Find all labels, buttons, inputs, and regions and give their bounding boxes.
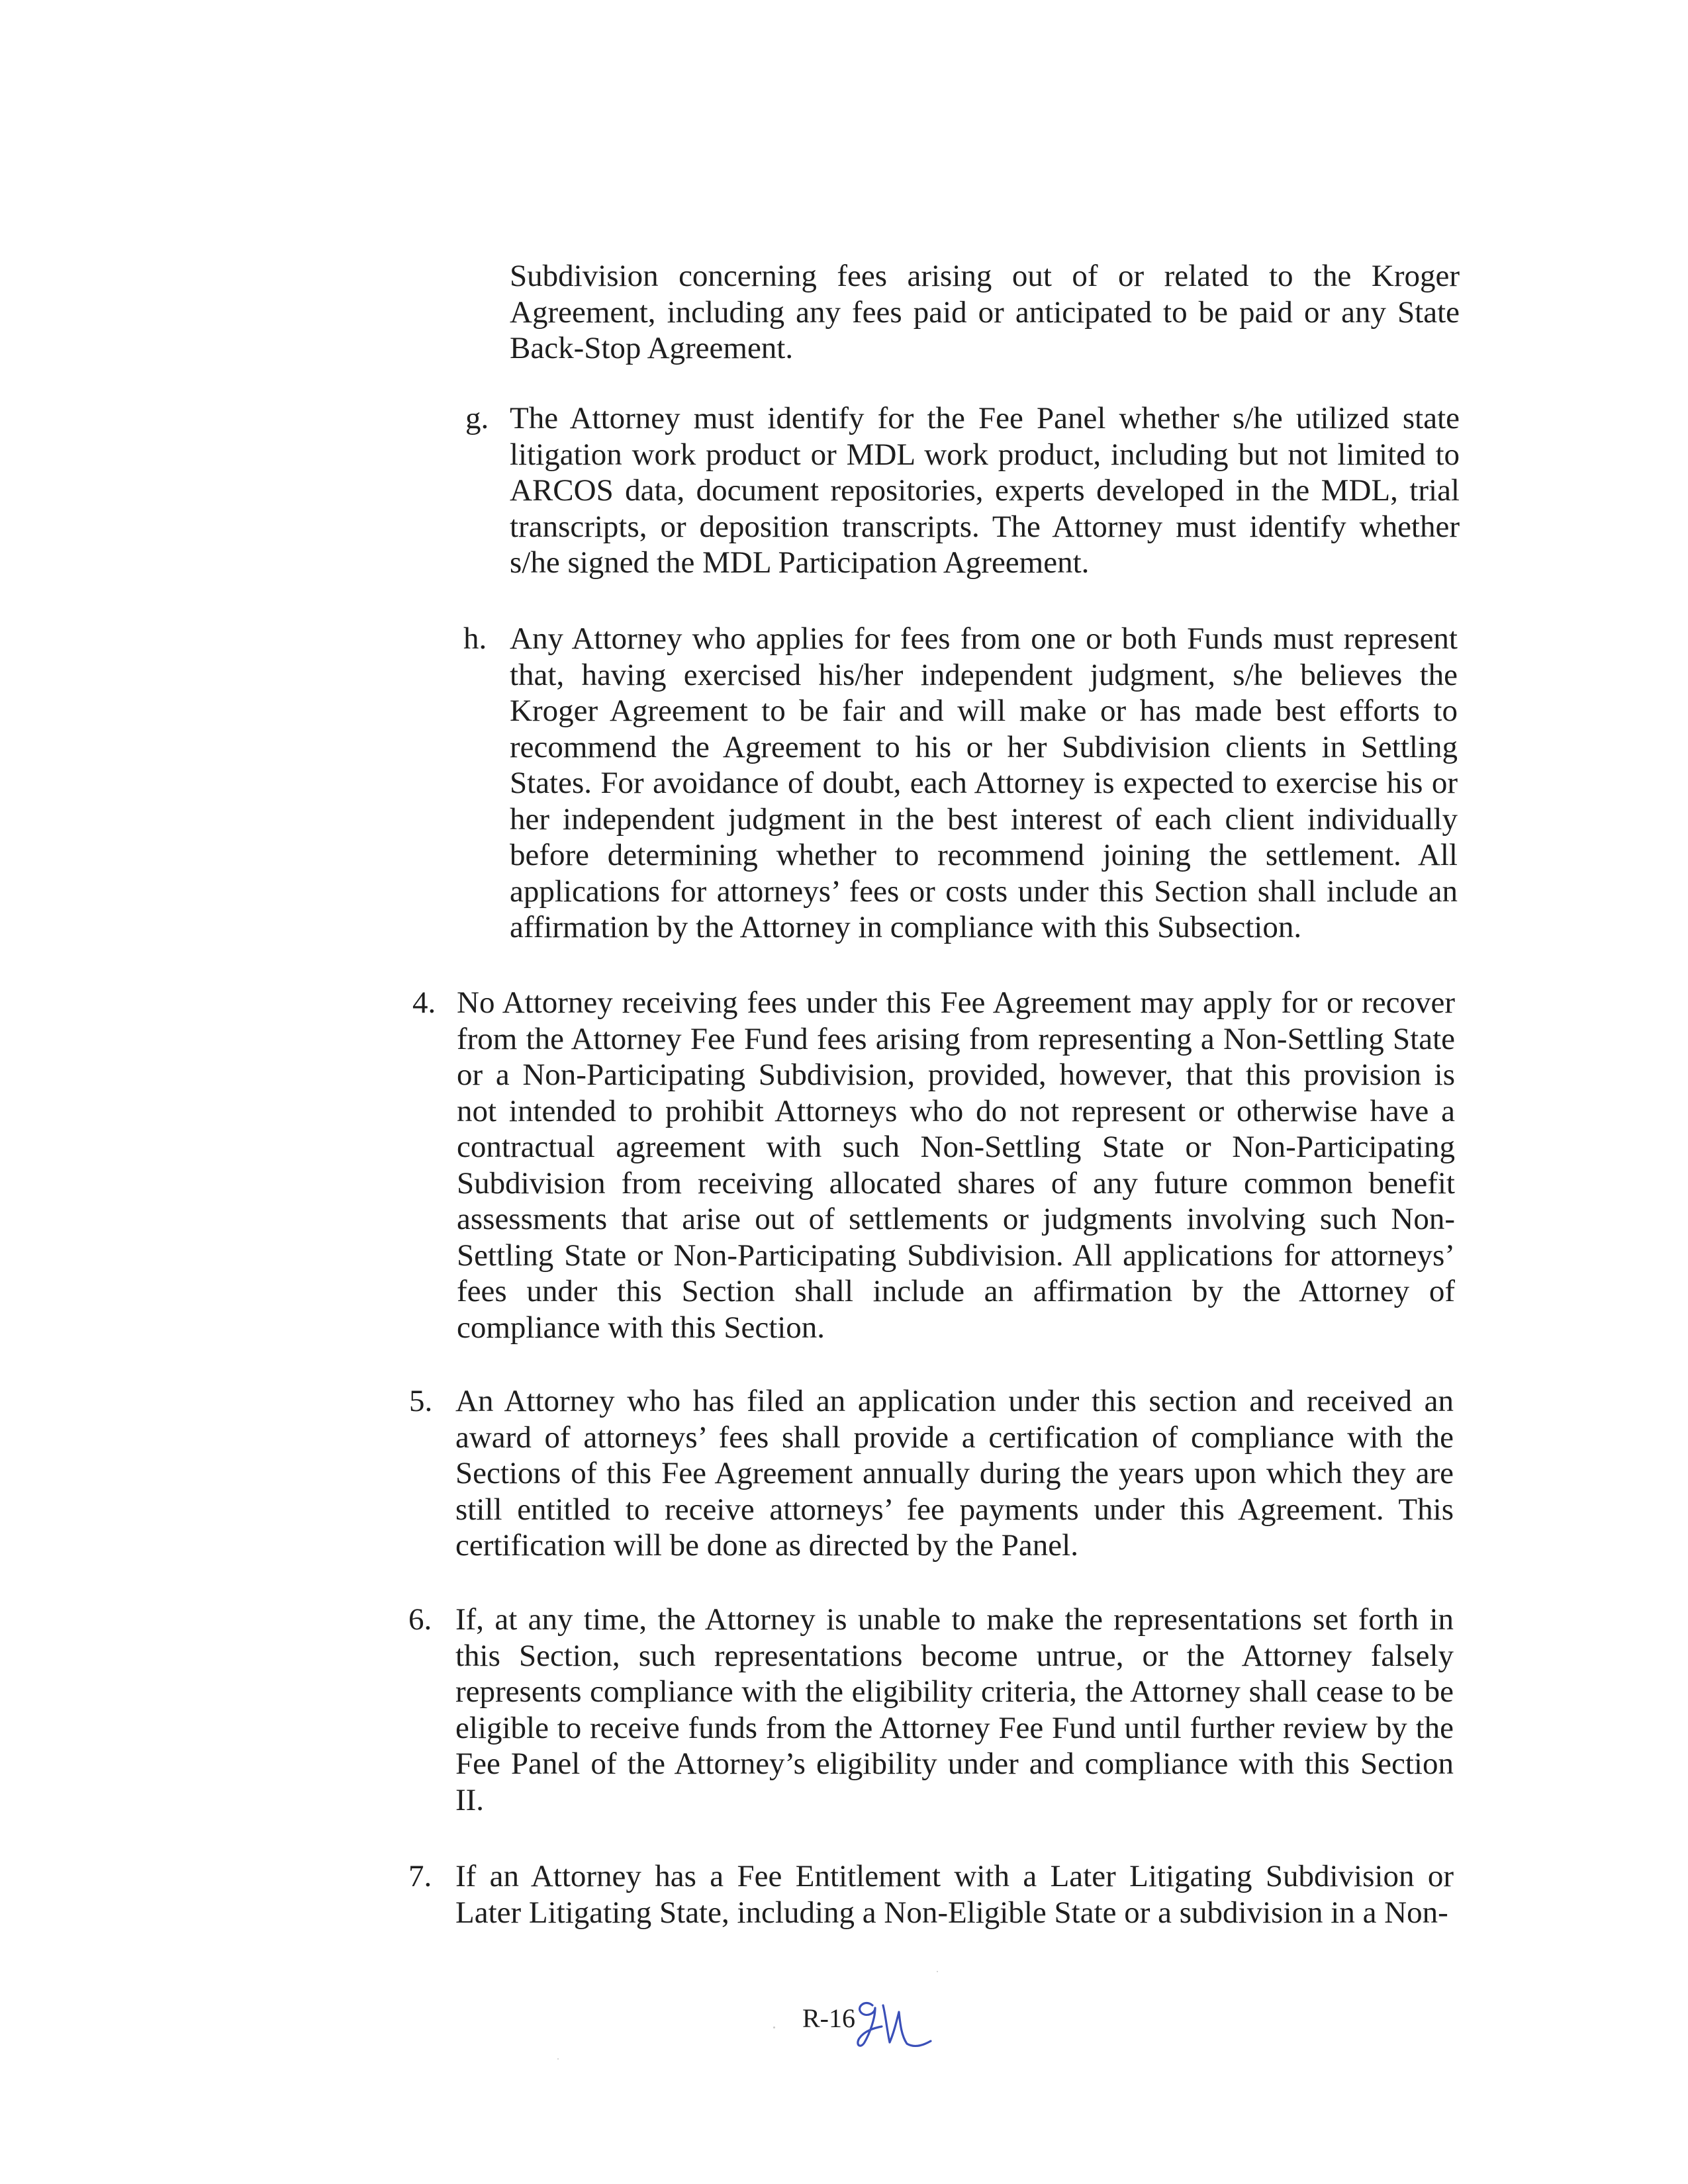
- list-marker-4: 4.: [412, 985, 436, 1020]
- paragraph-g: The Attorney must identify for the Fee Panel whether s/he utilized state litigation work product or MDL work product, including but not limited to ARCOS data, document repositories, experts developed in the MDL, trial transcripts, or deposition transcripts. The Attorney must identify whether s/he signed the MDL Participation Agreement.: [510, 401, 1460, 580]
- list-marker-h: h.: [463, 621, 487, 656]
- list-marker-7: 7.: [408, 1859, 432, 1893]
- list-marker-6: 6.: [408, 1602, 432, 1637]
- paragraph-5: An Attorney who has filed an application under this section and received an award of attorneys’ fees shall provide a certification of compliance with the Sections of this Fee Agreement annually during the years upon which they are still entitled to receive attorneys’ fee payments under this Agreement. This certification will be done as directed by the Panel.: [455, 1384, 1454, 1563]
- scan-speck: [773, 2026, 775, 2028]
- paragraph-h: Any Attorney who applies for fees from one or both Funds must represent that, having exercised his/her independent judgment, s/he believes the Kroger Agreement to be fair and will make or has made best efforts to recommend the Agreement to his or her Subdivision clients in Settling States. For avoidance of doubt, each Attorney is expected to exercise his or her independent judgment in the best interest of each client individually before determining whether to recommend joining the settlement. All applications for attorneys’ fees or costs under this Section shall include an affirmation by the Attorney in compliance with this Subsection.: [510, 621, 1458, 944]
- scan-speck: [937, 1971, 938, 1972]
- page-number: R-16: [802, 2003, 855, 2033]
- paragraph-4: No Attorney receiving fees under this Fee Agreement may apply for or recover from the Attorney Fee Fund fees arising from representing a Non-Settling State or a Non-Participating Subdivision, provided, however, that this provision is not intended to prohibit Attorneys who do not represent or otherwise have a contractual agreement with such Non-Settling State or Non-Participating Subdivision from receiving allocated shares of any future common benefit assessments that arise out of settlements or judgments involving such Non-Settling State or Non-Participating Subdivision. All applications for attorneys’ fees under this Section shall include an affirmation by the Attorney of compliance with this Section.: [457, 985, 1455, 1345]
- paragraph-f-continuation: Subdivision concerning fees arising out of or related to the Kroger Agreement, including any fees paid or anticipated to be paid or any State Back-Stop Agreement.: [510, 259, 1460, 365]
- paragraph-7: If an Attorney has a Fee Entitlement with a Later Litigating Subdivision or Later Litigating State, including a Non-Eligible State or a subdivision in a Non-: [455, 1859, 1454, 1930]
- handwritten-initials-signature: [853, 1979, 939, 2058]
- scan-speck: [557, 2058, 559, 2060]
- list-marker-5: 5.: [409, 1384, 433, 1418]
- list-marker-g: g.: [465, 401, 489, 435]
- paragraph-6: If, at any time, the Attorney is unable to make the representations set forth in this Section, such representations become untrue, or the Attorney falsely represents compliance with the eligibility criteria, the Attorney shall cease to be eligible to receive funds from the Attorney Fee Fund until further review by the Fee Panel of the Attorney’s eligibility under and compliance with this Section II.: [455, 1602, 1454, 1817]
